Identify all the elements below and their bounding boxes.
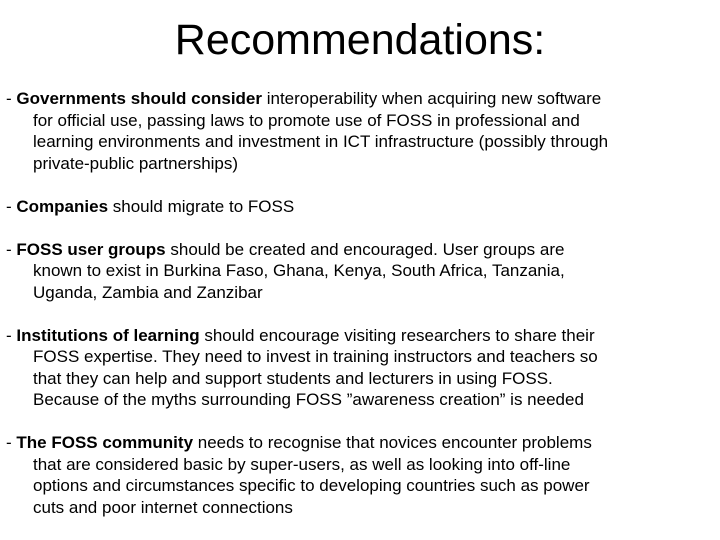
recommendation-companies xyxy=(6,196,712,218)
recommendation-text: Because of the myths surrounding FOSS ”awareness creation” is needed xyxy=(33,390,584,409)
recommendations-list xyxy=(6,88,712,518)
recommendation-text: FOSS expertise. They need to invest in training instructors and teachers so xyxy=(33,347,598,366)
recommendation-text: should encourage visiting researchers to share their xyxy=(199,325,595,345)
recommendation-text: interoperability when acquiring new software xyxy=(262,89,602,108)
recommendation-subject: Institutions of learning xyxy=(16,325,200,345)
recommendation-text: options and circumstances specific to developing countries such as power xyxy=(33,476,590,495)
recommendation-institutions-of-learning xyxy=(6,325,712,411)
recommendation-subject: FOSS user groups xyxy=(16,239,166,259)
recommendation-text: for official use, passing laws to promote use of FOSS in professional and xyxy=(33,110,580,130)
item-dash: - xyxy=(6,325,17,345)
recommendation-subject: Companies xyxy=(16,196,109,216)
recommendation-text: learning environments and investment in ICT infrastructure (possibly through xyxy=(33,132,609,151)
item-dash: - xyxy=(6,196,17,216)
recommendation-text: cuts and poor internet connections xyxy=(33,497,293,517)
item-dash: - xyxy=(6,433,17,452)
recommendation-text: needs to recognise that novices encounter problems xyxy=(193,433,592,452)
item-dash: - xyxy=(6,89,17,108)
recommendation-subject: The FOSS community xyxy=(16,433,194,452)
recommendation-text: private-public partnerships) xyxy=(33,153,239,173)
item-dash: - xyxy=(6,239,17,259)
recommendation-subject: Governments should consider xyxy=(16,89,262,108)
recommendation-foss-community xyxy=(6,432,712,518)
recommendation-text: Uganda, Zambia and Zanzibar xyxy=(33,282,263,302)
recommendation-text: should be created and encouraged. User groups are xyxy=(165,239,565,259)
slide-title: Recommendations: xyxy=(174,16,546,64)
recommendation-text: that they can help and support students and lecturers in using FOSS. xyxy=(33,368,553,388)
recommendation-governments xyxy=(6,88,712,174)
recommendation-text: that are considered basic by super-users, as well as looking into off-line xyxy=(33,454,571,474)
recommendation-foss-user-groups xyxy=(6,239,712,304)
recommendation-text: should migrate to FOSS xyxy=(108,196,295,216)
recommendation-text: known to exist in Burkina Faso, Ghana, Kenya, South Africa, Tanzania, xyxy=(33,261,565,280)
